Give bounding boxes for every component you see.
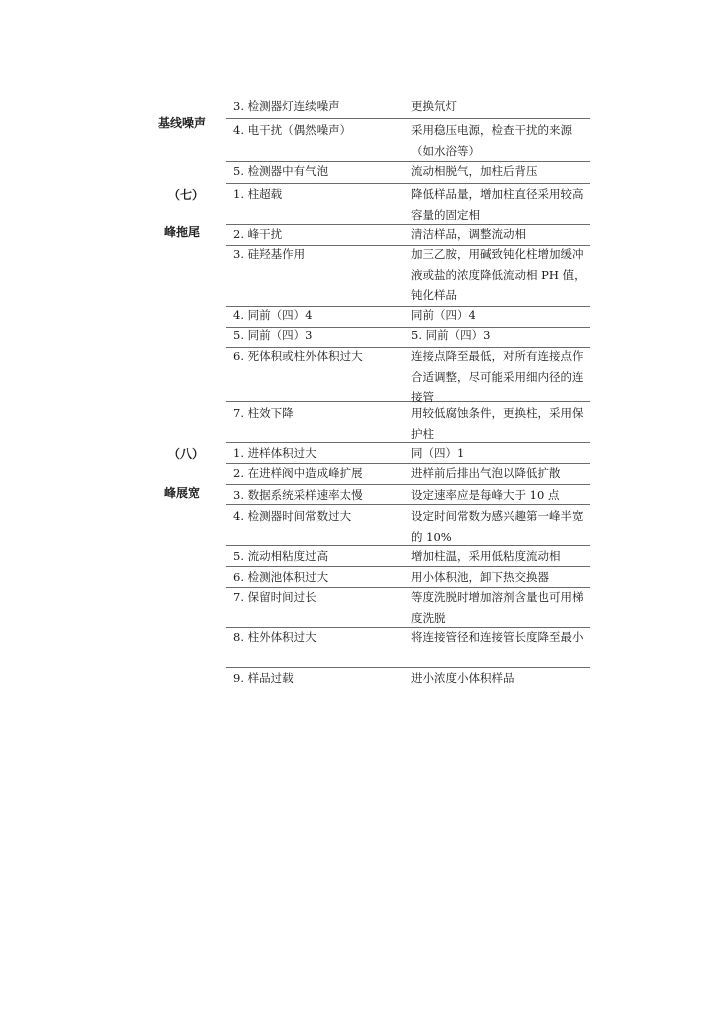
remedy-cell: 进小浓度小体积样品 <box>411 671 515 685</box>
remedy-cell: 同前（四）4 <box>411 308 476 322</box>
cause-cell: 2. 峰干扰 <box>233 227 283 241</box>
cause-cell: 5. 流动相粘度过高 <box>233 549 329 563</box>
remedy-cell: 5. 同前（四）3 <box>411 328 491 342</box>
remedy-cell: 用小体积池，卸下热交换器 <box>411 570 549 584</box>
remedy-cell: 设定速率应是每峰大于 10 点 <box>411 488 560 502</box>
cause-cell: 4. 检测器时间常数过大 <box>233 509 352 523</box>
remedy-cell: 增加柱温，采用低粘度流动相 <box>411 549 561 563</box>
cause-cell: 6. 检测池体积过大 <box>233 570 329 584</box>
remedy-cell: 连接点降至最低，对所有连接点作合适调整，尽可能采用细内径的连接管 <box>411 349 584 404</box>
remedy-cell: 等度洗脱时增加溶剂含量也可用梯度洗脱 <box>411 590 584 625</box>
remedy-cell: 更换氘灯 <box>411 99 457 113</box>
cause-cell: 9. 样品过载 <box>233 671 294 685</box>
row-divider <box>226 118 590 119</box>
cause-cell: 7. 保留时间过长 <box>233 590 317 604</box>
remedy-cell: 将连接管径和连接管长度降至最小 <box>411 630 584 644</box>
section-number-7: （七） <box>168 188 205 202</box>
cause-cell: 5. 检测器中有气泡 <box>233 164 329 178</box>
cause-cell: 3. 硅羟基作用 <box>233 247 306 261</box>
section-title-peak-broadening: 峰展宽 <box>164 486 201 500</box>
cause-cell: 7. 柱效下降 <box>233 406 294 420</box>
remedy-cell: 同（四）1 <box>411 446 465 460</box>
remedy-cell: 进样前后排出气泡以降低扩散 <box>411 466 561 480</box>
cause-cell: 4. 电干扰（偶然噪声） <box>233 123 352 137</box>
cause-cell: 1. 柱超载 <box>233 187 283 201</box>
cause-cell: 2. 在进样阀中造成峰扩展 <box>233 466 363 480</box>
cause-cell: 3. 数据系统采样速率太慢 <box>233 488 363 502</box>
cause-cell: 5. 同前（四）3 <box>233 328 313 342</box>
section-title-baseline-noise: 基线噪声 <box>158 116 207 130</box>
cause-cell: 1. 进样体积过大 <box>233 446 317 460</box>
cause-cell: 3. 检测器灯连续噪声 <box>233 99 340 113</box>
remedy-cell: 流动相脱气，加柱后背压 <box>411 164 538 178</box>
remedy-cell: 设定时间常数为感兴趣第一峰半宽的 10% <box>411 509 584 544</box>
cause-cell: 8. 柱外体积过大 <box>233 630 317 644</box>
cause-cell: 4. 同前（四）4 <box>233 308 313 322</box>
remedy-cell: 降低样品量，增加柱直径采用较高容量的固定相 <box>411 187 584 222</box>
remedy-cell: 采用稳压电源，检查干扰的来源（如水浴等） <box>411 123 572 158</box>
remedy-cell: 用较低腐蚀条件，更换柱，采用保护柱 <box>411 406 584 441</box>
section-title-peak-tailing: 峰拖尾 <box>164 225 201 239</box>
remedy-cell: 加三乙胺，用碱致钝化柱增加缓冲液或盐的浓度降低流动相 PH 值，钝化样品 <box>411 247 586 302</box>
cause-cell: 6. 死体积或柱外体积过大 <box>233 349 363 363</box>
remedy-cell: 清洁样品，调整流动相 <box>411 227 526 241</box>
section-number-8: （八） <box>168 447 205 461</box>
